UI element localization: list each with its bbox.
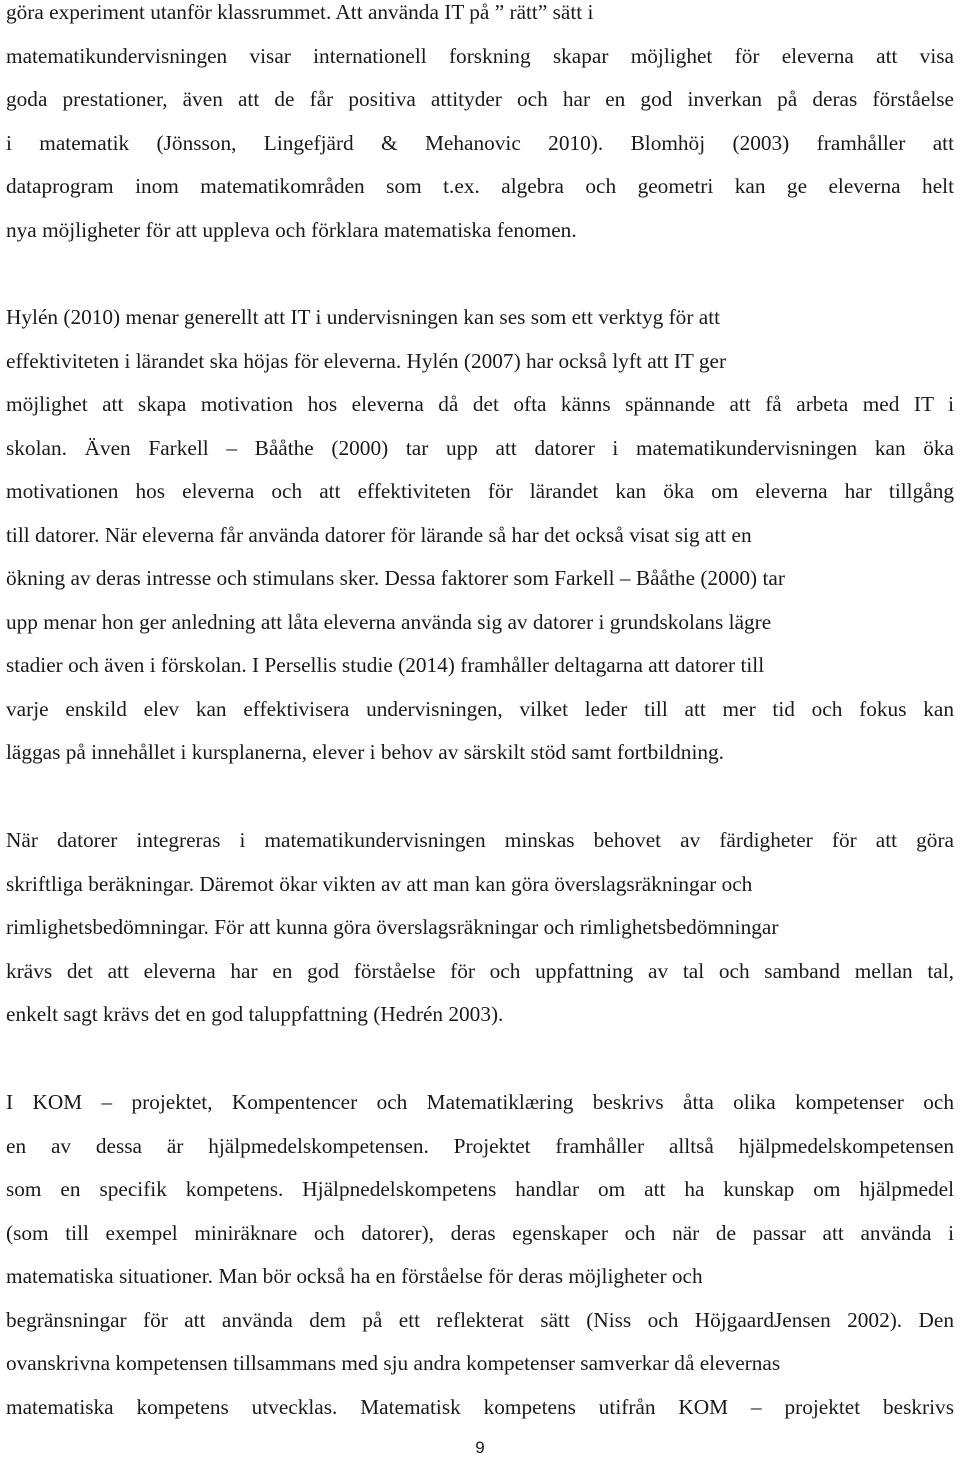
text-line: göra experiment utanför klassrummet. Att använda IT på ” rätt” sätt i (6, 0, 594, 24)
text-line: dataprogram inom matematikområden som t.ex. algebra och geometri kan ge eleverna helt (6, 174, 954, 198)
text-line: I KOM – projektet, Kompentencer och Matematiklæring beskrivs åtta olika kompetenser och (6, 1090, 954, 1114)
text-line: läggas på innehållet i kursplanerna, elever i behov av särskilt stöd samt fortbildning. (6, 740, 724, 764)
text-line: nya möjligheter för att uppleva och förklara matematiska fenomen. (6, 217, 577, 242)
text-line: Hylén (2010) menar generellt att IT i undervisningen kan ses som ett verktyg för att (6, 305, 721, 329)
text-line: till datorer. När eleverna får använda datorer för lärande så har det också visat sig att en (6, 522, 752, 547)
text-line: rimlighetsbedömningar. För att kunna göra överslagsräkningar och rimlighetsbedömningar (6, 915, 779, 939)
text-line: matematikundervisningen visar internationell forskning skapar möjlighet för eleverna att visa (6, 43, 954, 68)
paragraph-4 (6, 1081, 954, 1429)
text-line: När datorer integreras i matematikundervisningen minskas behovet av färdigheter för att göra (6, 828, 954, 852)
text-line: upp menar hon ger anledning att låta eleverna använda sig av datorer i grundskolans lägre (6, 609, 772, 634)
text-line: enkelt sagt krävs det en god taluppfattning (Hedrén 2003). (6, 1002, 504, 1026)
text-line: effektiviteten i lärandet ska höjas för eleverna. Hylén (2007) har också lyft att IT ger (6, 348, 727, 373)
text-line: matematiska situationer. Man bör också ha en förståelse för deras möjligheter och (6, 1264, 703, 1288)
paragraph-3 (6, 819, 954, 1037)
text-line: skriftliga beräkningar. Däremot ökar vikten av att man kan göra överslagsräkningar och (6, 871, 753, 896)
text-line: som en specifik kompetens. Hjälpnedelskompetens handlar om att ha kunskap om hjälpmedel (6, 1177, 954, 1201)
text-line: ökning av deras intresse och stimulans sker. Dessa faktorer som Farkell – Bååthe (2000) tar (6, 566, 785, 590)
text-line: möjlighet att skapa motivation hos eleverna då det ofta känns spännande att få arbeta med IT i (6, 392, 954, 416)
text-line: i matematik (Jönsson, Lingefjärd & Mehanovic 2010). Blomhöj (2003) framhåller att (6, 130, 954, 155)
text-line: ovanskrivna kompetensen tillsammans med sju andra kompetenser samverkar då elevernas (6, 1351, 781, 1375)
text-line: varje enskild elev kan effektivisera undervisningen, vilket leder till att mer tid och fokus kan (6, 696, 954, 721)
text-line: goda prestationer, även att de får positiva attityder och har en god inverkan på deras förståelse (6, 87, 954, 111)
text-line: motivationen hos eleverna och att effektiviteten för lärandet kan öka om eleverna har tillgång (6, 479, 954, 503)
text-line: skolan. Även Farkell – Bååthe (2000) tar upp att datorer i matematikundervisningen kan öka (6, 435, 954, 460)
text-line: en av dessa är hjälpmedelskompetensen. Projektet framhåller alltså hjälpmedelskompetensen (6, 1133, 954, 1158)
text-line: begränsningar för att använda dem på ett reflekterat sätt (Niss och HöjgaardJensen 2002). Den (6, 1307, 954, 1332)
page-number: 9 (475, 1438, 485, 1457)
text-line: (som till exempel miniräknare och datorer), deras egenskaper och när de passar att använda i (6, 1220, 954, 1245)
text-line: matematiska kompetens utvecklas. Matematisk kompetens utifrån KOM – projektet beskrivs (6, 1394, 954, 1419)
paragraph-1 (6, 0, 954, 252)
text-line: stadier och även i förskolan. I Persellis studie (2014) framhåller deltagarna att datorer till (6, 653, 765, 677)
text-line: krävs det att eleverna har en god förståelse för och uppfattning av tal och samband mellan tal, (6, 958, 954, 983)
paragraph-2 (6, 296, 954, 775)
